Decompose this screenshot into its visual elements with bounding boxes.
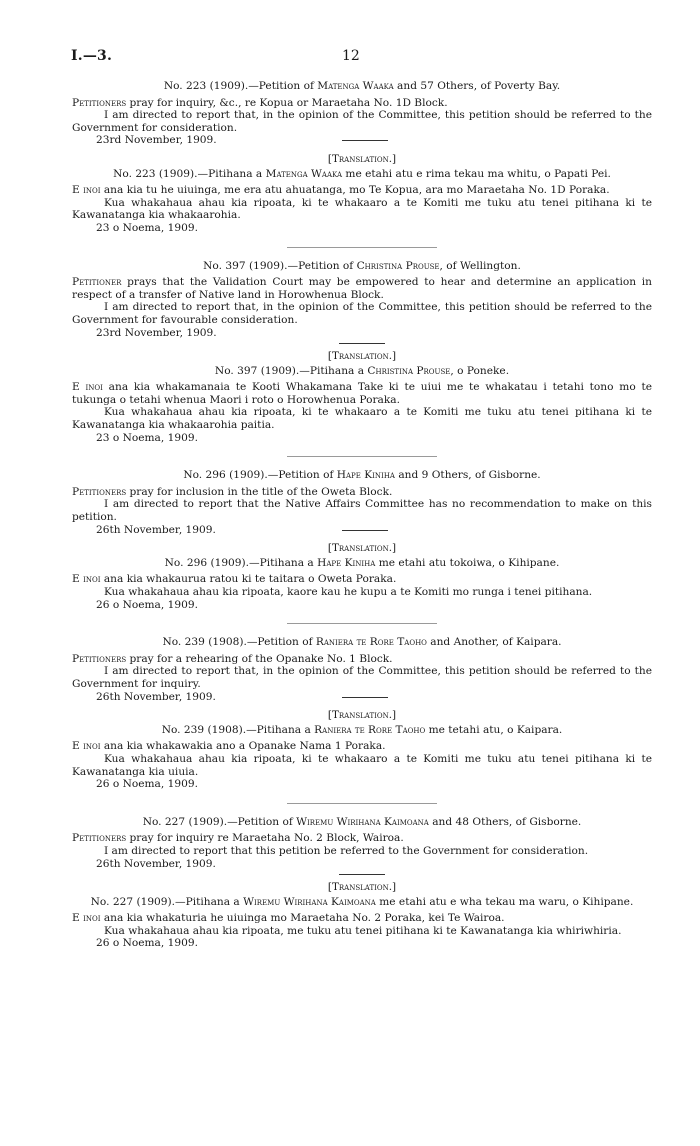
petition-title: No. 227 (1909).—Petition of Wiremu Wirihana Kaimoana and 48 Others, of Gisborne. bbox=[142, 815, 582, 828]
translation-title: No. 296 (1909).—Pitihana a Hape Kiniha me etahi atu tokoiwa, o Kihipane. bbox=[164, 556, 560, 569]
petition-397 bbox=[72, 260, 652, 458]
committee-report: I am directed to report that, in the opinion of the Committee, this petition should be referred to the Government for favourable consideration. bbox=[72, 301, 652, 326]
section-separator bbox=[287, 623, 437, 624]
translation-date: 23 o Noema, 1909. bbox=[96, 431, 198, 444]
petition-prayer: Petitioners pray for a rehearing of the Opanake No. 1 Block. bbox=[72, 652, 393, 665]
translation-heading: [Translation.] bbox=[327, 709, 397, 722]
section-separator bbox=[287, 803, 437, 804]
petition-prayer: Petitioner prays that the Validation Court may be empowered to hear and determine an application in respect of a transfer of Native land in Horowhenua Block. bbox=[72, 276, 652, 301]
translation-prayer: E inoi ana kia tu he uiuinga, me era atu ahuatanga, mo Te Kopua, ara mo Maraetaha No. 1D Poraka. bbox=[72, 184, 610, 197]
report-date: 26th November, 1909. bbox=[96, 523, 216, 536]
translation-heading: [Translation.] bbox=[327, 152, 397, 165]
paper-reference: I.—3. bbox=[71, 48, 113, 64]
translation-title: No. 223 (1909).—Pitihana a Matenga Waaka me etahi atu e rima tekau ma whitu, o Papati Pei. bbox=[113, 167, 611, 180]
report-date: 23rd November, 1909. bbox=[96, 134, 217, 147]
translation-prayer: E inoi ana kia whakaturia he uiuinga mo Maraetaha No. 2 Poraka, kei Te Wairoa. bbox=[72, 912, 505, 925]
translation-date: 26 o Noema, 1909. bbox=[96, 937, 198, 950]
short-rule bbox=[342, 697, 388, 698]
petition-223 bbox=[72, 80, 652, 248]
short-rule bbox=[342, 140, 388, 141]
petition-296 bbox=[72, 469, 652, 624]
translation-heading: [Translation.] bbox=[327, 542, 397, 555]
translation-report: Kua whakahaua ahau kia ripoata, ki te whakaaro a te Komiti me tuku atu tenei pitihana ki te Kawanatanga kia whakaarohia paitia. bbox=[72, 406, 652, 432]
page-number: 12 bbox=[342, 48, 360, 64]
committee-report: I am directed to report that the Native Affairs Committee has no recommendation to make on this petition. bbox=[72, 498, 652, 524]
short-rule bbox=[339, 874, 385, 875]
petition-prayer: Petitioners pray for inclusion in the title of the Oweta Block. bbox=[72, 485, 393, 498]
translation-report: Kua whakahaua ahau kia ripoata, ki te whakaaro a te Komiti me tuku atu tenei pitihana ki te Kawanatanga kia whakaarohia. bbox=[72, 196, 652, 222]
committee-report: I am directed to report that, in the opinion of the Committee, this petition should be referred to the Government for consideration. bbox=[72, 109, 652, 134]
committee-report: I am directed to report that this petition be referred to the Government for consideration. bbox=[104, 844, 589, 857]
petition-prayer: Petitioners pray for inquiry, &c., re Kopua or Maraetaha No. 1D Block. bbox=[72, 96, 448, 109]
translation-prayer: E inoi ana kia whakaurua ratou ki te taitara o Oweta Poraka. bbox=[72, 573, 397, 586]
translation-date: 26 o Noema, 1909. bbox=[96, 778, 198, 791]
petition-239 bbox=[72, 636, 652, 804]
translation-heading: [Translation.] bbox=[327, 350, 397, 363]
petition-title: No. 397 (1909).—Petition of Christina Prouse, of Wellington. bbox=[203, 259, 521, 272]
report-date: 23rd November, 1909. bbox=[96, 326, 217, 339]
translation-heading: [Translation.] bbox=[327, 881, 397, 894]
report-date: 26th November, 1909. bbox=[96, 690, 216, 703]
petition-prayer: Petitioners pray for inquiry re Maraetaha No. 2 Block, Wairoa. bbox=[72, 832, 404, 845]
translation-report: Kua whakahaua ahau kia ripoata, ki te whakaaro a te Komiti me tuku atu tenei pitihana ki te Kawanatanga kia uiuia. bbox=[72, 752, 652, 778]
short-rule bbox=[339, 343, 385, 344]
translation-title: No. 227 (1909).—Pitihana a Wiremu Wirihana Kaimoana me etahi atu e wha tekau ma waru, o Kihipane. bbox=[90, 895, 634, 908]
translation-date: 26 o Noema, 1909. bbox=[96, 598, 198, 611]
section-separator bbox=[287, 247, 437, 248]
translation-prayer: E inoi ana kia whakawakia ano a Opanake Nama 1 Poraka. bbox=[72, 740, 386, 753]
petition-227 bbox=[72, 816, 652, 950]
translation-report: Kua whakahaua ahau kia ripoata, kaore kau he kupu a te Komiti mo runga i tenei pitihana. bbox=[104, 586, 593, 598]
petition-title: No. 223 (1909).—Petition of Matenga Waaka and 57 Others, of Poverty Bay. bbox=[163, 80, 561, 92]
translation-date: 23 o Noema, 1909. bbox=[96, 221, 198, 234]
translation-prayer: E inoi ana kia whakamanaia te Kooti Whakamana Take ki te uiui me te whakatau i tetahi tono mo te tukunga o tetahi whenua Maori i roto o Horowhenua Poraka. bbox=[72, 381, 652, 406]
translation-title: No. 397 (1909).—Pitihana a Christina Prouse, o Poneke. bbox=[214, 364, 510, 377]
translation-report: Kua whakahaua ahau kia ripoata, me tuku atu tenei pitihana ki te Kawanatanga kia whiriwhiria. bbox=[104, 924, 622, 937]
petitions-content bbox=[72, 80, 652, 950]
petition-title: No. 239 (1908).—Petition of Raniera te Rore Taoho and Another, of Kaipara. bbox=[162, 636, 562, 649]
short-rule bbox=[342, 530, 388, 531]
petition-title: No. 296 (1909).—Petition of Hape Kiniha and 9 Others, of Gisborne. bbox=[183, 469, 541, 482]
translation-title: No. 239 (1908).—Pitihana a Raniera te Rore Taoho me tetahi atu, o Kaipara. bbox=[161, 723, 563, 736]
section-separator bbox=[287, 456, 437, 457]
report-date: 26th November, 1909. bbox=[96, 857, 216, 870]
committee-report: I am directed to report that, in the opinion of the Committee, this petition should be referred to the Government for inquiry. bbox=[72, 665, 652, 690]
